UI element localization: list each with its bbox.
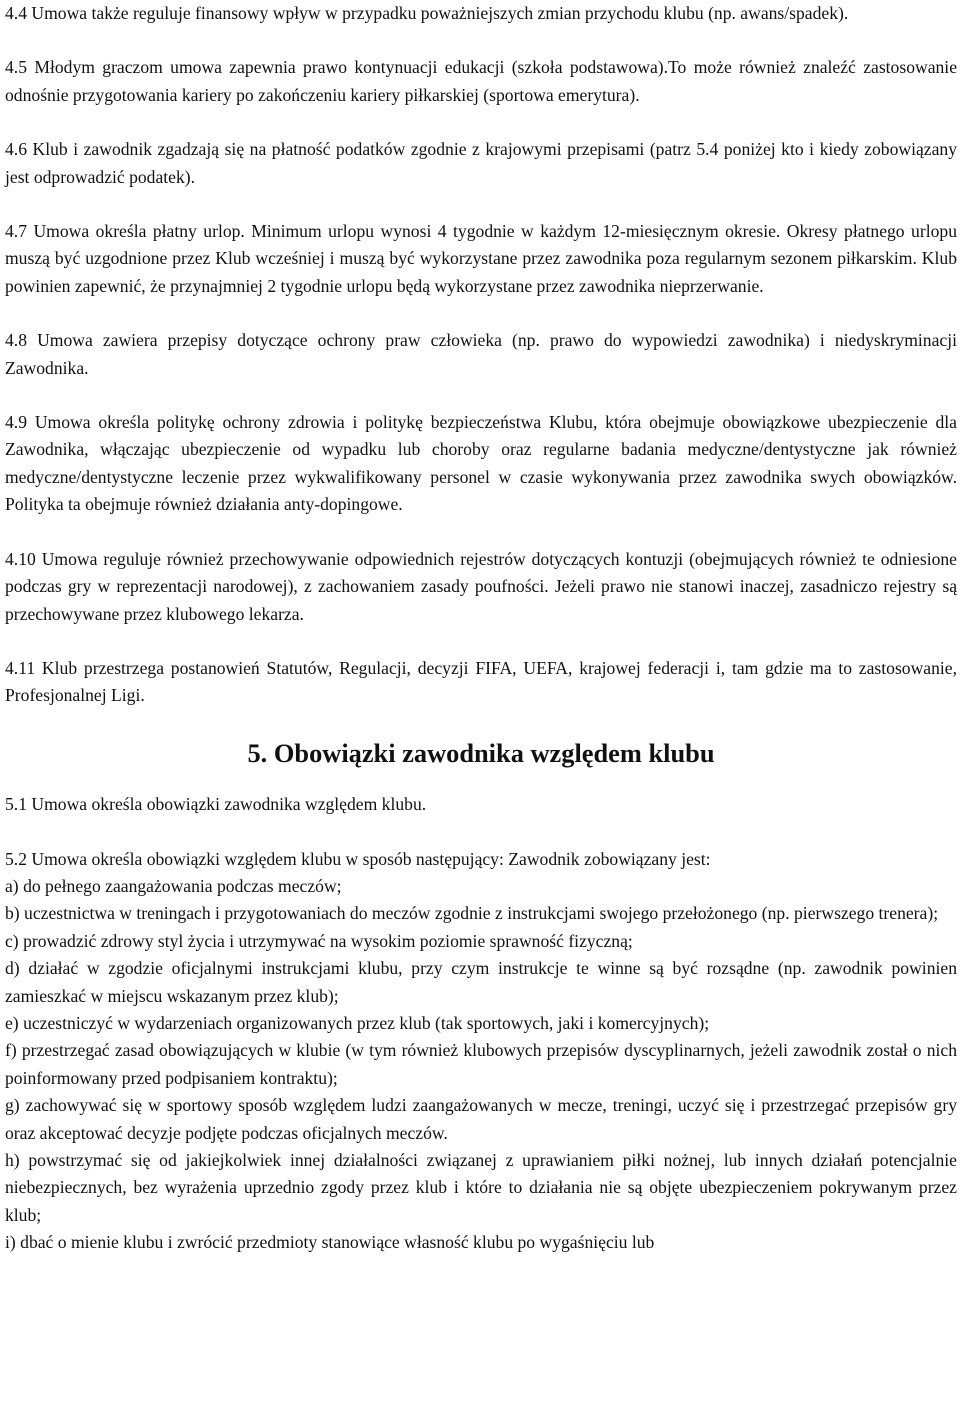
- paragraph-4-8: 4.8 Umowa zawiera przepisy dotyczące ochrony praw człowieka (np. prawo do wypowiedzi zawodnika) i niedyskryminacji Zawodnika.: [5, 330, 957, 378]
- paragraph-4-9: 4.9 Umowa określa politykę ochrony zdrowia i politykę bezpieczeństwa Klubu, która obejmuje obowiązkowe ubezpieczenie dla Zawodnika, włączając ubezpieczenie od wypadku lub choroby oraz regularne badania medyczne/dentystyczne jak również medyczne/dentystyczne leczenie przez wykwalifikowany personel w czasie wykonywania przez zawodnika swych obowiązków. Polityka ta obejmuje również działania anty-dopingowe.: [5, 412, 957, 515]
- obligations-list: [5, 873, 957, 1257]
- list-item-b: b) uczestnictwa w treningach i przygotowaniach do meczów zgodnie z instrukcjami swojego przełożonego (np. pierwszego trenera);: [5, 903, 939, 924]
- paragraph-4-4: 4.4 Umowa także reguluje finansowy wpływ w przypadku poważniejszych zmian przychodu klubu (np. awans/spadek).: [5, 3, 849, 23]
- list-item-e: e) uczestniczyć w wydarzeniach organizowanych przez klub (tak sportowych, jaki i komercyjnych);: [5, 1012, 710, 1033]
- list-item-i: i) dbać o mienie klubu i zwrócić przedmioty stanowiące własność klubu po wygaśnięciu lub: [5, 1232, 655, 1253]
- paragraph-4-5: 4.5 Młodym graczom umowa zapewnia prawo kontynuacji edukacji (szkoła podstawowa).To może również znaleźć zastosowanie odnośnie przygotowania kariery po zakończeniu kariery piłkarskiej (sportowa emerytura).: [5, 57, 957, 105]
- list-item-c: c) prowadzić zdrowy styl życia i utrzymywać na wysokim poziomie sprawność fizyczną;: [5, 930, 633, 951]
- paragraph-4-11: 4.11 Klub przestrzega postanowień Statutów, Regulacji, decyzji FIFA, UEFA, krajowej federacji i, tam gdzie ma to zastosowanie, Profesjonalnej Ligi.: [5, 657, 957, 706]
- paragraph-4-10: 4.10 Umowa reguluje również przechowywanie odpowiednich rejestrów dotyczących kontuzji (obejmujących również te odniesione podczas gry w reprezentacji narodowej), z zachowaniem zasady poufności. Jeżeli prawo nie stanowi inaczej, zasadniczo rejestry są przechowywane przez klubowego lekarza.: [5, 548, 957, 624]
- paragraph-4-7: 4.7 Umowa określa płatny urlop. Minimum urlopu wynosi 4 tygodnie w każdym 12-miesięcznym okresie. Okresy płatnego urlopu muszą być uzgodnione przez Klub wcześniej i muszą być wykorzystane przez zawodnika poza regularnym sezonem piłkarskim. Klub powinien zapewnić, że przynajmniej 2 tygodnie urlopu będą wykorzystane przez zawodnika nieprzerwanie.: [5, 221, 957, 296]
- paragraph-4-6: 4.6 Klub i zawodnik zgadzają się na płatność podatków zgodnie z krajowymi przepisami (patrz 5.4 poniżej kto i kiedy zobowiązany jest odprowadzić podatek).: [5, 139, 957, 187]
- document-page: [5, 0, 957, 1257]
- list-item-g: g) zachowywać się w sportowy sposób względem ludzi zaangażowanych w mecze, treningi, uczyć się i przestrzegać przepisów gry oraz akceptować decyzje podjęte podczas oficjalnych meczów.: [5, 1095, 957, 1143]
- section-5-heading: 5. Obowiązki zawodnika względem klubu: [247, 737, 715, 768]
- list-item-a: a) do pełnego zaangażowania podczas meczów;: [5, 875, 342, 896]
- list-item-h: h) powstrzymać się od jakiejkolwiek innej działalności związanej z uprawianiem piłki nożnej, lub innych działań potencjalnie niebezpiecznych, bez wyrażenia uprzednio zgody przez klub i które to działania nie są objęte ubezpieczeniem pokrywanym przez klub;: [5, 1150, 957, 1225]
- list-item-f: f) przestrzegać zasad obowiązujących w klubie (w tym również klubowych przepisów dyscyplinarnych, jeżeli zawodnik został o nich poinformowany przed podpisaniem kontraktu);: [5, 1040, 957, 1088]
- paragraph-5-2: 5.2 Umowa określa obowiązki względem klubu w sposób następujący: Zawodnik zobowiązany jest:: [5, 848, 711, 869]
- paragraph-5-1: 5.1 Umowa określa obowiązki zawodnika względem klubu.: [5, 794, 427, 815]
- list-item-d: d) działać w zgodzie oficjalnymi instrukcjami klubu, przy czym instrukcje te winne są być rozsądne (np. zawodnik powinien zamieszkać w miejscu wskazanym przez klub);: [5, 958, 957, 1006]
